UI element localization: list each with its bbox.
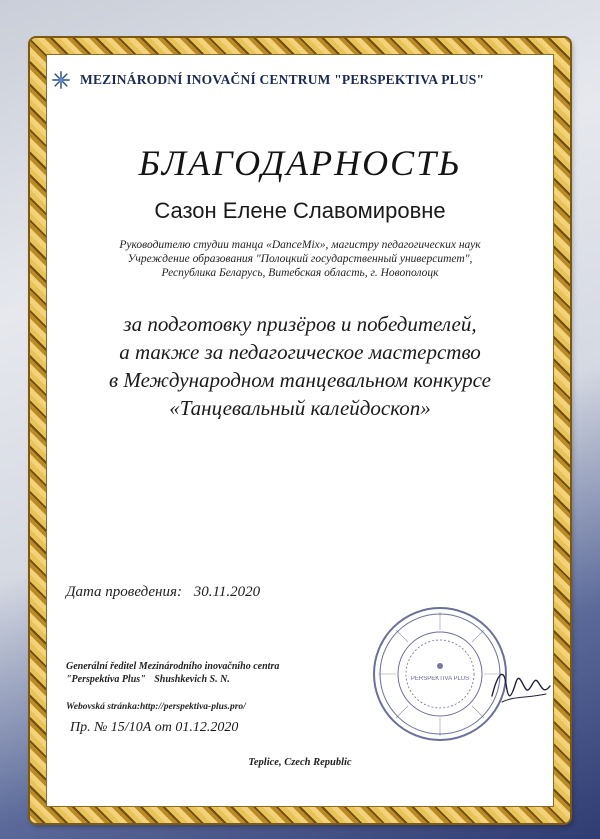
reason-line: а также за педагогическое мастерство — [119, 340, 481, 364]
event-date — [66, 584, 268, 601]
certificate-title: БЛАГОДАРНОСТЬ — [138, 143, 462, 183]
reason-line: в Международном танцевальном конкурсе — [109, 368, 491, 392]
reason-line: за подготовку призёров и победителей, — [123, 312, 477, 336]
date-value: 30.11.2020 — [193, 584, 261, 600]
director-title: Generální ředitel Mezinárodního inovačního centra — [66, 661, 280, 672]
director-signature — [488, 662, 554, 712]
certificate-header — [52, 70, 552, 90]
position-line: Учреждение образования "Полоцкий государственный университет", — [127, 253, 473, 265]
reason-line: «Танцевальный калейдоскоп» — [169, 396, 431, 420]
snowflake-logo-icon — [52, 71, 70, 89]
position-line: Руководителю студии танца «DanceMix», магистру педагогических наук — [119, 239, 481, 251]
director-name: Shushkevich S. N. — [154, 674, 230, 685]
director-org: "Perspektiva Plus" — [66, 674, 146, 685]
recipient-position — [60, 238, 540, 280]
website-link[interactable]: Webovská stránka:http://perspektiva-plus.pro/ — [66, 702, 246, 712]
award-reason — [30, 310, 570, 422]
issue-place: Teplice, Czech Republic — [248, 757, 352, 768]
director-signature-block — [66, 660, 279, 686]
position-line: Республика Беларусь, Витебская область, г. Новополоцк — [161, 267, 439, 279]
organization-name: MEZINÁRODNÍ INOVAČNÍ CENTRUM "PERSPEKTIVA PLUS" — [80, 72, 485, 87]
order-number: Пр. № 15/10А от 01.12.2020 — [70, 720, 239, 735]
date-label: Дата проведения: — [66, 584, 182, 600]
stamp-center-text: PERSPEKTIVA PLUS — [410, 676, 470, 682]
recipient-name: Сазон Елене Славомировне — [154, 198, 446, 223]
